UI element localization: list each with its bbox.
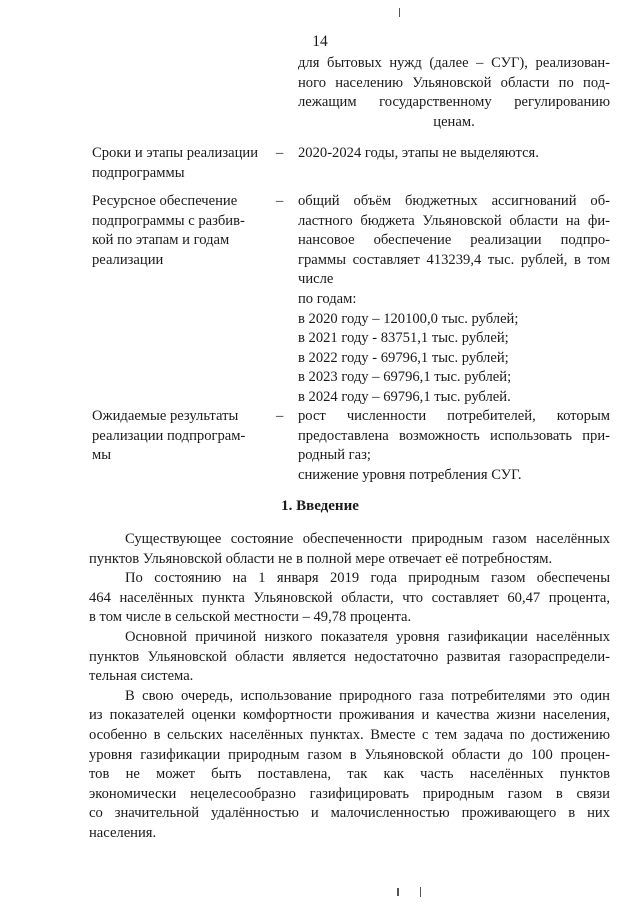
label-line: реализации подпрограм- xyxy=(92,427,246,444)
text-line: экономически нецелесообразно газифицировать природным газом в связи xyxy=(89,785,610,802)
paragraph xyxy=(89,569,610,628)
text-line: из показателей оценки комфортности проживания и качества жизни населения, xyxy=(89,707,610,724)
text-line: особенно в сельских населённых пунктах. Вместе с тем задача по достижению xyxy=(89,726,610,743)
continued-text xyxy=(298,54,610,132)
row-label-timing xyxy=(92,144,272,183)
text-line: со значительной удалённостью и малочисленностью проживающего в них xyxy=(89,805,610,822)
row-value-timing xyxy=(298,144,610,164)
value-line: в 2022 году - 69796,1 тыс. рублей; xyxy=(298,349,509,366)
value-line: нансовое обеспечение реализации подпро- xyxy=(298,232,610,249)
row-dash: – xyxy=(276,193,284,209)
value-line: 2020-2024 годы, этапы не выделяются. xyxy=(298,145,539,161)
label-line: Сроки и этапы реализации xyxy=(92,145,259,161)
value-line: ластного бюджета Ульяновской области на фи- xyxy=(298,212,610,229)
text-line: в том числе в сельской местности – 49,78 процента. xyxy=(89,609,412,626)
label-line: мы xyxy=(92,447,112,464)
label-line: подпрограммы xyxy=(92,164,185,181)
text-line: ценам. xyxy=(433,113,475,130)
value-line: родный газ; xyxy=(298,447,371,464)
value-line: рост численности потребителей, которым xyxy=(298,408,610,424)
label-line: кой по этапам и годам xyxy=(92,232,230,249)
paragraph xyxy=(89,687,610,844)
value-line: в 2020 году – 120100,0 тыс. рублей; xyxy=(298,310,519,327)
value-line: по годам: xyxy=(298,290,357,307)
row-label-results xyxy=(92,407,272,466)
paragraph xyxy=(89,628,610,687)
value-line: предоставлена возможность использовать при- xyxy=(298,427,610,444)
label-line: Ресурсное обеспечение xyxy=(92,193,238,209)
text-line: В свою очередь, использование природного газа потребителями это один xyxy=(125,687,610,704)
text-line: пунктов Ульяновской области не в полной мере отвечает её потребностям. xyxy=(89,550,553,567)
scan-mark xyxy=(399,8,400,17)
section-title: 1. Введение xyxy=(281,498,359,514)
label-line: Ожидаемые результаты xyxy=(92,408,239,424)
value-line: в 2021 году - 83751,1 тыс. рублей; xyxy=(298,330,509,347)
page-number: 14 xyxy=(312,33,328,50)
text-line: населения. xyxy=(89,824,157,841)
row-dash: – xyxy=(276,145,284,161)
text-line: тельная система. xyxy=(89,668,194,685)
value-line: в 2024 году – 69796,1 тыс. рублей. xyxy=(298,388,511,405)
text-line: лежащим государственному регулированию xyxy=(298,94,610,111)
scan-mark xyxy=(397,888,399,896)
value-line: снижение уровня потребления СУГ. xyxy=(298,466,522,483)
value-line: общий объём бюджетных ассигнований об- xyxy=(298,193,610,209)
row-value-results xyxy=(298,407,610,485)
text-line: тов не может быть поставлена, так как часть населённых пунктов xyxy=(89,766,610,783)
row-label-resources xyxy=(92,192,272,270)
text-line: 464 населённых пункта Ульяновской области, что составляет 60,47 процента, xyxy=(89,589,610,606)
text-line: По состоянию на 1 января 2019 года природным газом обеспечены xyxy=(125,570,610,587)
scan-mark xyxy=(420,887,421,897)
text-line: ного населению Ульяновской области по под- xyxy=(298,74,610,91)
text-line: пунктов Ульяновской области является недостаточно развитая газораспредели- xyxy=(89,648,610,665)
value-line: в 2023 году – 69796,1 тыс. рублей; xyxy=(298,369,512,386)
value-line: граммы составляет 413239,4 тыс. рублей, в том xyxy=(298,251,610,268)
text-line: Основной причиной низкого показателя уровня газификации населённых xyxy=(125,628,610,645)
body-text xyxy=(89,530,610,844)
text-line: для бытовых нужд (далее – СУГ), реализован- xyxy=(298,55,610,71)
label-line: подпрограммы с разбив- xyxy=(92,212,245,229)
text-line: Существующее состояние обеспеченности природным газом населённых xyxy=(125,531,610,547)
value-line: числе xyxy=(298,271,334,288)
text-line: уровня газификации природным газом в Ульяновской области до 100 процен- xyxy=(89,746,610,763)
row-dash: – xyxy=(276,408,284,424)
label-line: реализации xyxy=(92,251,164,268)
row-value-resources xyxy=(298,192,610,408)
paragraph xyxy=(89,530,610,569)
